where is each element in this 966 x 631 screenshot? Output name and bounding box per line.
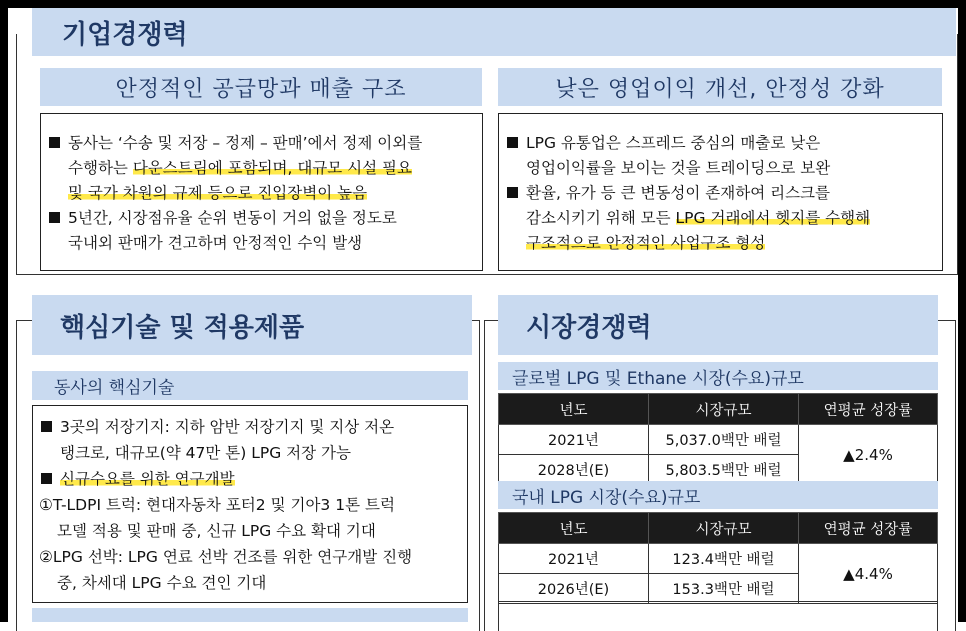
tech-line-3 [41,467,235,492]
corp-left-heading [40,68,482,106]
header-growth: 연평균 성장률 [799,394,938,425]
window-frame-right [958,0,966,622]
tech-line-4: ①T-LDPI 트럭: 현대자동차 포터2 및 기아3 1톤 트럭 [39,496,395,514]
header-size: 시장규모 [649,513,799,544]
cell-size: 153.3백만 배럴 [649,574,799,604]
tech-section-title [32,295,472,355]
cell-size: 123.4백만 배럴 [649,544,799,574]
corp-right-textbox [498,113,943,271]
market-title-text: 시장경쟁력 [526,312,652,343]
corp-left-line-4: 5년간, 시장점유율 순위 변동이 거의 없을 정도로 [49,206,397,231]
tech-line-6: ②LPG 선박: LPG 연료 선박 건조를 위한 연구개발 진행 [39,548,413,566]
bullet-square [41,473,52,484]
domestic-market-table [498,512,938,604]
corp-section-title [32,8,956,56]
corp-left-line-5: 국내외 판매가 견고하며 안정적인 수익 발생 [68,234,363,252]
window-frame-left [0,0,8,622]
highlight-text: 구조적으로 안정적인 사업구조 형성 [526,234,766,252]
tech-title-text: 핵심기술 및 적용제품 [60,312,305,343]
tech-line-1: 3곳의 저장기지: 지하 암반 저장기지 및 지상 저온 [41,415,394,440]
cell-year: 2028년(E) [499,455,649,485]
tech-subtitle-text: 동사의 핵심기술 [54,378,175,398]
table-row [499,425,938,455]
window-frame-top [0,0,966,8]
bullet-square [507,137,518,148]
corp-left-line-1: 동사는 ‘수송 및 저장 – 정제 – 판매’에서 정제 이외를 [49,131,422,156]
highlight-text: 다운스트림에 포함되며, 대규모 시설 필요 [132,159,413,177]
bullet-square [49,137,60,148]
table-row [499,544,938,574]
global-market-table [498,393,938,485]
tech-next-band [32,608,468,622]
cell-growth: ▲2.4% [799,425,938,485]
corp-right-line-2: 영업이익률을 보이는 것을 트레이딩으로 보완 [526,159,831,177]
corp-right-line-3: 환율, 유가 등 큰 변동성이 존재하여 리스크를 [507,181,830,206]
market-next-box [498,601,938,631]
corp-left-textbox [40,113,483,271]
cell-year: 2021년 [499,544,649,574]
corp-left-line-2: 수행하는 다운스트림에 포함되며, 대규모 시설 필요 [68,159,413,177]
corp-title-text: 기업경쟁력 [62,19,188,50]
cell-year: 2021년 [499,425,649,455]
tech-line-7: 중, 차세대 LPG 수요 견인 기대 [57,574,267,592]
corp-right-line-1: LPG 유통업은 스프레드 중심의 매출로 낮은 [507,131,820,156]
tech-line-5: 모델 적용 및 판매 중, 신규 LPG 수요 확대 기대 [57,522,376,540]
bullet-square [507,187,518,198]
domestic-market-title-text: 국내 LPG 시장(수요)규모 [512,487,701,508]
corp-right-heading [498,68,942,106]
cell-size: 5,037.0백만 배럴 [649,425,799,455]
bullet-square [41,421,52,432]
corp-right-heading-text: 낮은 영업이익 개선, 안정성 강화 [555,76,885,102]
corp-right-line-5 [526,231,765,256]
domestic-market-title [498,481,938,509]
tech-textbox [32,405,468,603]
highlight-text: 신규수요를 위한 연구개발 [60,470,235,488]
cell-year: 2026년(E) [499,574,649,604]
market-section-title [498,295,938,355]
header-year: 년도 [499,394,649,425]
highlight-text: LPG 거래에서 헷지를 수행해 [675,209,871,227]
global-market-title-text: 글로벌 LPG 및 Ethane 시장(수요)규모 [512,368,804,389]
cell-size: 5,803.5백만 배럴 [649,455,799,485]
corp-right-line-4: 감소시키기 위해 모든 LPG 거래에서 헷지를 수행해 [526,209,871,227]
cell-growth: ▲4.4% [799,544,938,604]
corp-left-line-3 [68,181,367,206]
corp-left-heading-text: 안정적인 공급망과 매출 구조 [115,76,407,102]
header-growth: 연평균 성장률 [799,513,938,544]
header-size: 시장규모 [649,394,799,425]
header-year: 년도 [499,513,649,544]
highlight-text: 및 국가 차원의 규제 등으로 진입장벽이 높음 [68,184,368,202]
table-header-row [499,394,938,425]
tech-subtitle [32,371,468,400]
table-header-row [499,513,938,544]
bullet-square [49,212,60,223]
global-market-title [498,362,938,390]
tech-line-2: 탱크로, 대규모(약 47만 톤) LPG 저장 가능 [60,444,351,462]
